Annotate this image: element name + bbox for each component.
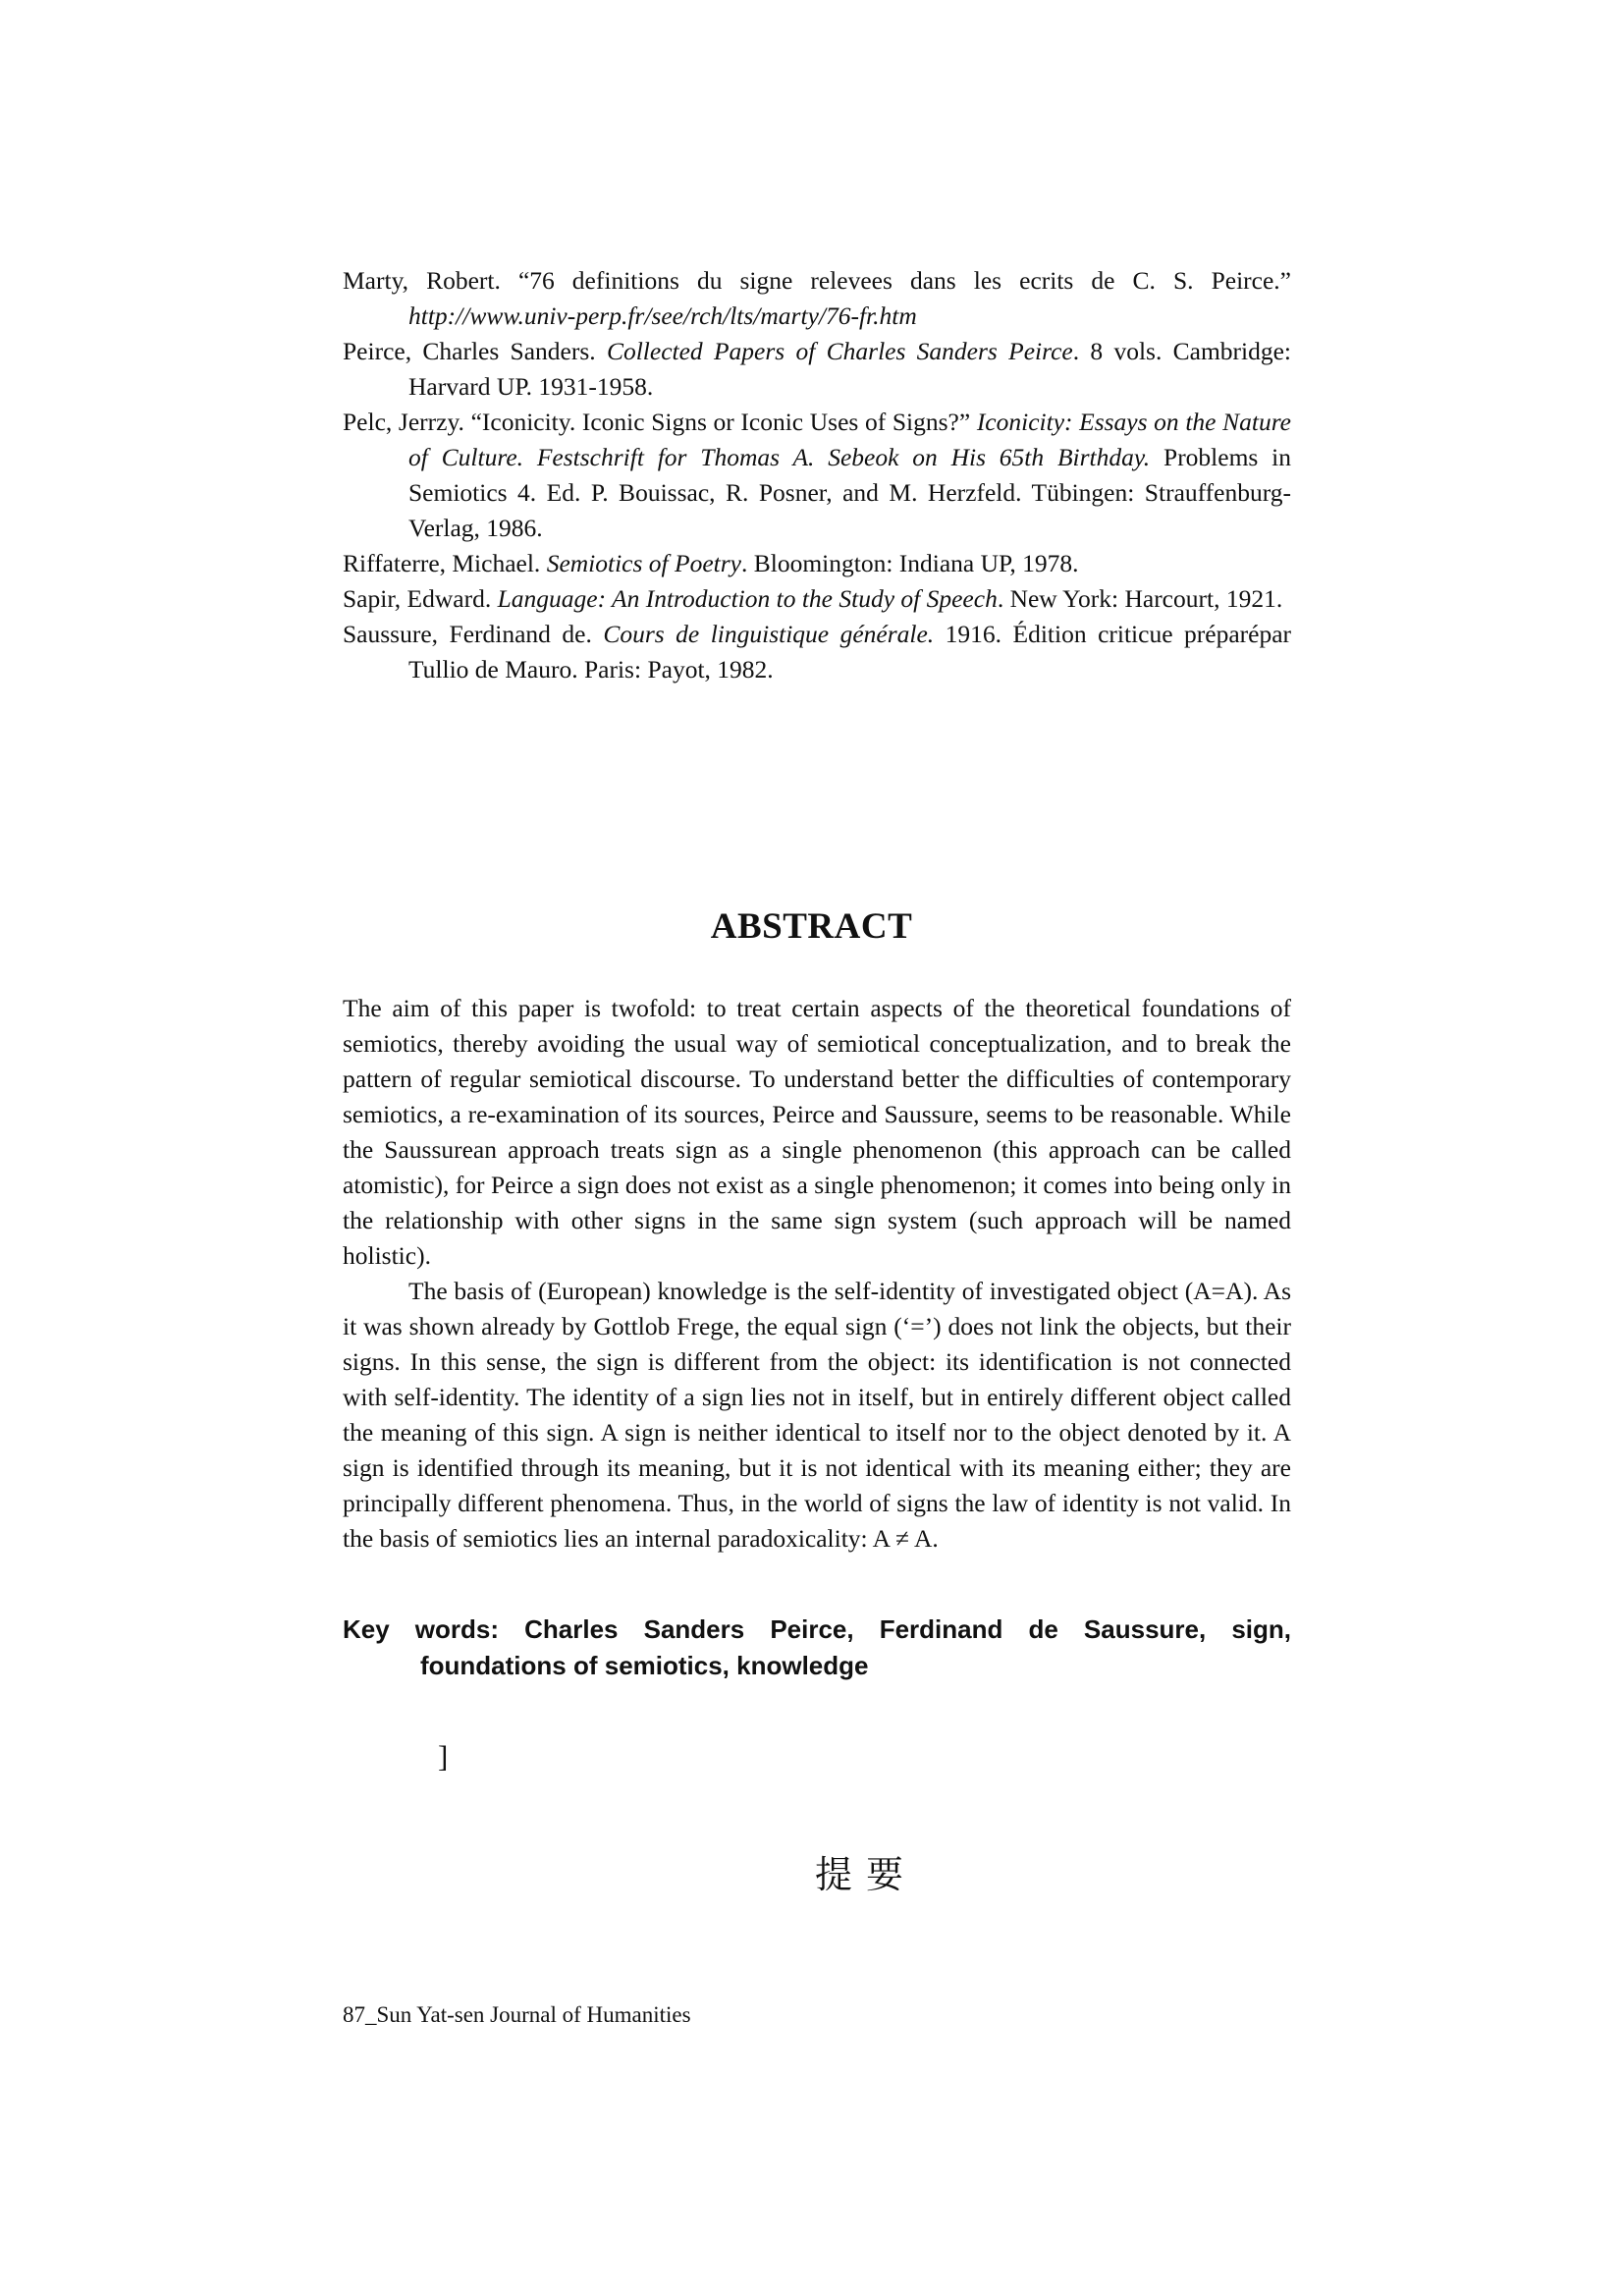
reference-author: Sapir, Edward. xyxy=(343,584,498,613)
reference-book-title: Semiotics of Poetry xyxy=(546,549,741,577)
reference-book-title: Iconicity: Essays on the Nature of Culture. Festschrift for Thomas A. Sebeok on His 65th Birthday. xyxy=(408,408,1291,471)
references-list xyxy=(343,263,1291,687)
reference-author: Saussure, Ferdinand de. xyxy=(343,620,604,648)
abstract-heading: ABSTRACT xyxy=(710,906,913,947)
reference-entry xyxy=(343,405,1291,546)
abstract-body xyxy=(343,991,1291,1557)
page-footer: 87_Sun Yat-sen Journal of Humanities xyxy=(343,2002,691,2027)
reference-details: . New York: Harcourt, 1921. xyxy=(997,584,1283,613)
reference-url: http://www.univ-perp.fr/see/rch/lts/marty/76-fr.htm xyxy=(408,301,917,330)
reference-title: “Iconicity. Iconic Signs or Iconic Uses of Signs?” xyxy=(470,408,977,436)
reference-entry xyxy=(343,581,1291,617)
reference-entry xyxy=(343,546,1291,581)
reference-book-title: Collected Papers of Charles Sanders Peirce xyxy=(606,337,1073,365)
reference-author: Peirce, Charles Sanders. xyxy=(343,337,607,365)
reference-entry xyxy=(343,334,1291,405)
reference-details: 1916. Édition criticue préparépar Tullio de Mauro. Paris: Payot, 1982. xyxy=(408,620,1292,683)
reference-entry xyxy=(343,617,1291,687)
stray-bracket: ] xyxy=(438,1739,449,1774)
keywords: Key words: Charles Sanders Peirce, Ferdinand de Saussure, sign, foundations of semiotics, knowledge xyxy=(343,1614,1291,1680)
reference-details: Problems in Semiotics 4. Ed. P. Bouissac, R. Posner, and M. Herzfeld. Tübingen: Strauffenburg-Verlag, 1986. xyxy=(408,443,1292,542)
reference-book-title: Cours de linguistique générale. xyxy=(603,620,935,648)
reference-author: Riffaterre, Michael. xyxy=(343,549,547,577)
reference-title: “76 definitions du signe relevees dans les ecrits de C. S. Peirce.” xyxy=(517,266,1291,295)
reference-author: Pelc, Jerrzy. xyxy=(343,408,471,436)
reference-details: . 8 vols. Cambridge: Harvard UP. 1931-1958. xyxy=(408,337,1292,401)
abstract-paragraph: The basis of (European) knowledge is the self-identity of investigated object (A=A). As it was shown already by Gottlob Frege, the equal sign (‘=’) does not link the objects, but their signs. In this sense, the sign is different from the object: its identification is not connected with self-identity. The identity of a sign lies not in itself, but in entirely different object called the meaning of this sign. A sign is neither identical to itself nor to the object denoted by it. A sign is identified through its meaning, but it is not identical with its meaning either; they are principally different phenomena. Thus, in the world of signs the law of identity is not valid. In the basis of semiotics lies an internal paradoxicality: A ≠ A. xyxy=(343,1277,1291,1553)
reference-entry xyxy=(343,263,1291,334)
reference-book-title: Language: An Introduction to the Study of Speech xyxy=(497,584,998,613)
chinese-abstract-heading: 提要 xyxy=(815,1853,918,1896)
abstract-paragraph: The aim of this paper is twofold: to treat certain aspects of the theoretical foundations of semiotics, thereby avoiding the usual way of semiotical conceptualization, and to break the pattern of regular semiotical discourse. To understand better the difficulties of contemporary semiotics, a re-examination of its sources, Peirce and Saussure, seems to be reasonable. While the Saussurean approach treats sign as a single phenomenon (this approach can be called atomistic), for Peirce a sign does not exist as a single phenomenon; it comes into being only in the relationship with other signs in the same sign system (such approach will be named holistic). xyxy=(343,994,1291,1270)
reference-author: Marty, Robert. xyxy=(343,266,518,295)
reference-details: . Bloomington: Indiana UP, 1978. xyxy=(740,549,1079,577)
